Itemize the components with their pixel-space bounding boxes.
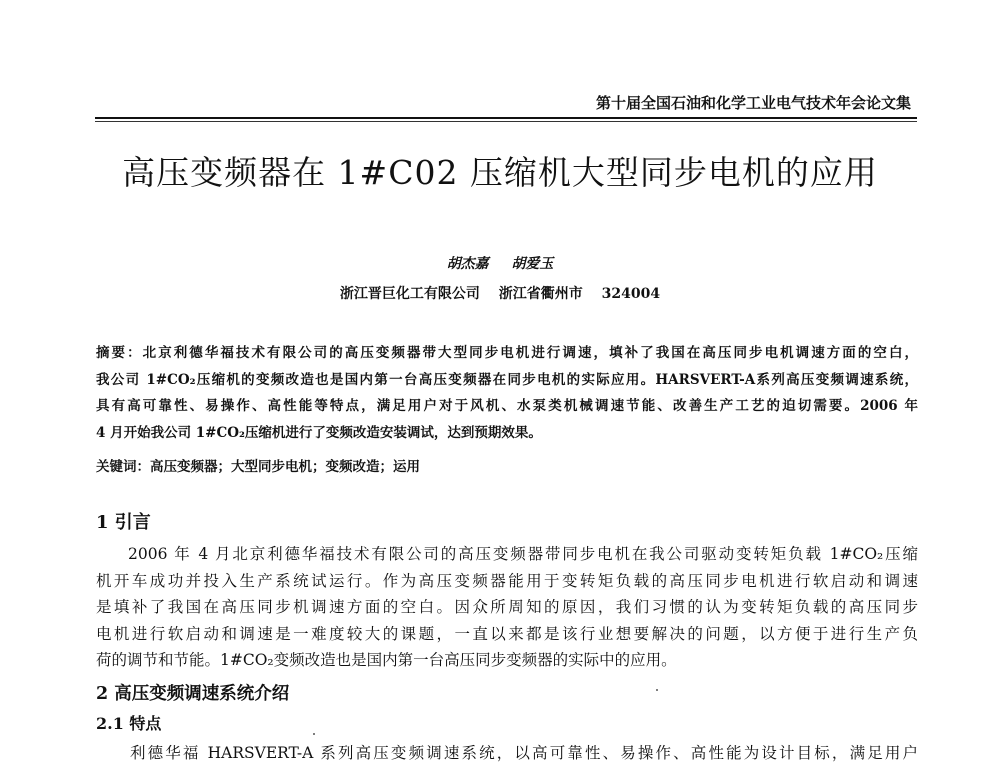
- section-2-heading: 2 高压变频调速系统介绍: [96, 684, 290, 704]
- keywords: [96, 455, 420, 475]
- section-2-1-body-line: 利德华福 HARSVERT-A 系列高压变频调速系统，以高可靠性、易操作、高性能为设计目标，满足用户: [130, 744, 918, 762]
- header-rule-thin: [95, 121, 917, 122]
- abstract-line: 我公司 1#CO₂压缩机的变频改造也是国内第一台高压变频器在同步电机的实际应用。HARSVERT-A系列高压变频调速系统，: [96, 371, 918, 388]
- section-1-heading: 1 引言: [96, 512, 151, 533]
- affiliation: 浙江晋巨化工有限公司 浙江省衢州市 324004: [339, 286, 661, 302]
- body-line: 是填补了我国在高压同步机调速方面的空白。因众所周知的原因，我们习惯的认为变转矩负载的高压同步: [96, 598, 918, 616]
- header-rule: [95, 117, 917, 119]
- section-1-body: [96, 541, 918, 674]
- abstract-line: 摘要：北京利德华福技术有限公司的高压变频器带大型同步电机进行调速，填补了我国在高压同步电机调速方面的空白，: [96, 345, 918, 361]
- abstract-line: 4 月开始我公司 1#CO₂压缩机进行了变频改造安装调试，达到预期效果。: [96, 424, 542, 441]
- body-line: 机开车成功并投入生产系统试运行。作为高压变频器能用于变转矩负载的高压同步电机进行软启动和调速: [96, 571, 918, 590]
- body-line: 2006 年 4 月北京利德华福技术有限公司的高压变频器带同步电机在我公司驱动变转矩负载 1#CO₂压缩: [128, 545, 918, 563]
- scan-speck: [656, 689, 658, 691]
- authors: 胡杰嘉 胡爱玉: [446, 256, 554, 272]
- abstract: [96, 340, 918, 446]
- running-header: 第十届全国石油和化学工业电气技术年会论文集: [596, 94, 912, 112]
- body-line: 荷的调节和节能。1#CO₂变频改造也是国内第一台高压同步变频器的实际中的应用。: [96, 651, 677, 669]
- scan-speck: [313, 733, 315, 735]
- body-line: 电机进行软启动和调速是一难度较大的课题，一直以来都是该行业想要解决的问题，以方便于进行生产负: [96, 624, 918, 643]
- section-2-1-heading: 2.1 特点: [96, 714, 162, 733]
- abstract-line: 具有高可靠性、易操作、高性能等特点，满足用户对于风机、水泵类机械调速节能、改善生产工艺的迫切需要。2006 年: [96, 398, 918, 414]
- keywords-label: 关键词：: [96, 459, 150, 475]
- paper-title: 高压变频器在 1#C02 压缩机大型同步电机的应用: [122, 153, 878, 192]
- keywords-text: 高压变频器；大型同步电机；变频改造；运用: [150, 459, 420, 475]
